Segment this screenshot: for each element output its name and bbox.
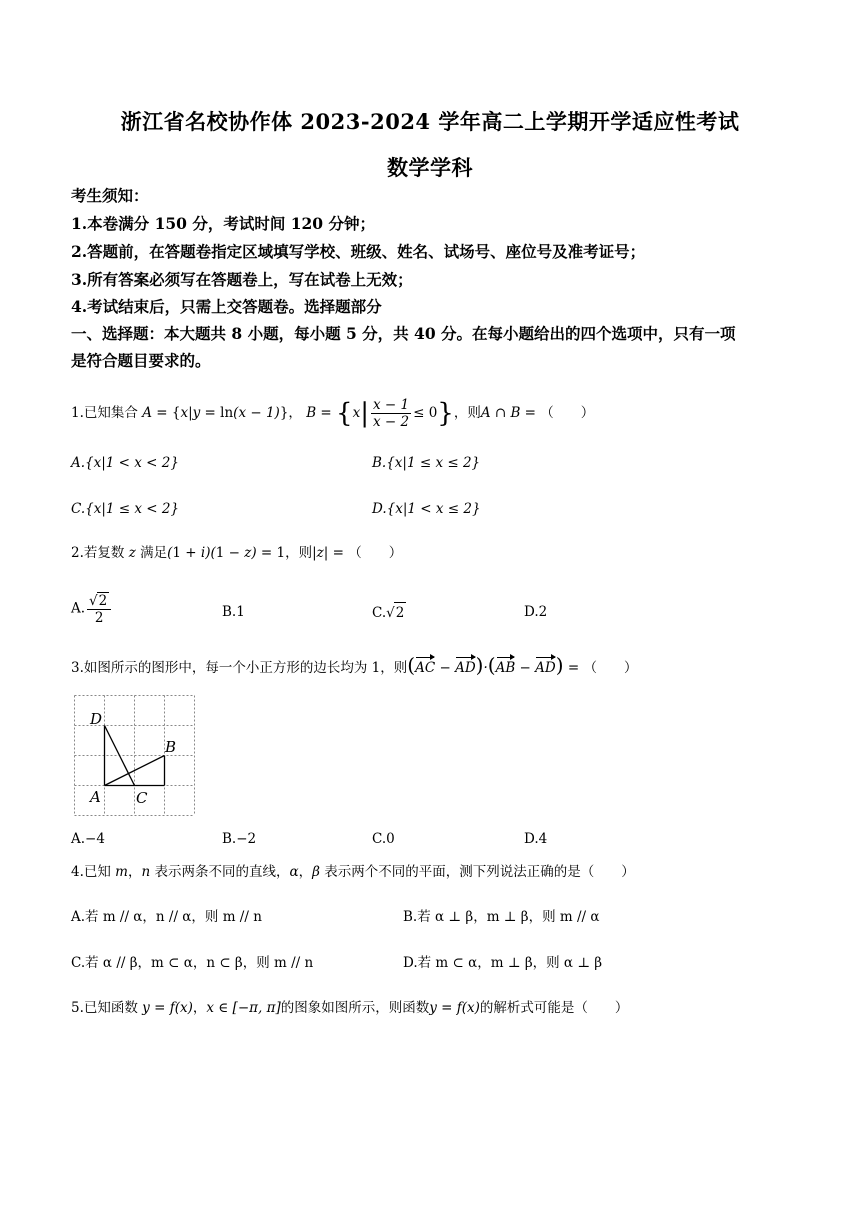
q1-expr: A ∩ B = bbox=[480, 405, 541, 421]
q3-option-b: B.−2 bbox=[222, 831, 257, 847]
q2-equation: (1 + i)(1 − z) = 1 bbox=[167, 545, 286, 561]
q4-stem-rest: 表示两条不同的直线， bbox=[154, 864, 290, 880]
notice-item-2: 2.答题前，在答题卷指定区域填写学校、班级、姓名、试场号、座位号及准考证号； bbox=[71, 242, 646, 261]
section-heading-line1: 一、选择题：本大题共 8 小题，每小题 5 分，共 40 分。在每小题给出的四个选项中，只有一项 bbox=[71, 324, 736, 343]
question-1: 1.已知集合 A = {x|y = ln(x − 1)}， B = {x| $\frac{x - 1}{x - 2}$ ≤ 0}，则A ∩ B = （ ） bbox=[71, 397, 595, 430]
q2-paren: （ ） bbox=[348, 545, 403, 561]
q3-option-a: A.−4 bbox=[71, 831, 105, 847]
q5-suffix: 的解析式可能是（ ） bbox=[479, 1000, 629, 1016]
q4-vars-mn: m bbox=[110, 864, 128, 880]
q2-option-a bbox=[71, 592, 113, 626]
subject-title: 数学学科 bbox=[387, 155, 473, 180]
question-3 bbox=[71, 655, 637, 678]
q2-prefix: 2.若复数 bbox=[71, 545, 125, 561]
q2-option-c-label: C. bbox=[372, 605, 387, 621]
q1-option-b: B.{x|1 ≤ x ≤ 2} bbox=[372, 455, 481, 471]
exam-title: 浙江省名校协作体 2023-2024 学年高二上学期开学适应性考试 bbox=[120, 109, 740, 134]
q5-domain: x ∈ [−π, π] bbox=[206, 1000, 281, 1016]
point-label-a: A bbox=[90, 788, 101, 806]
q1-paren: （ ） bbox=[540, 405, 595, 421]
q1-option-d: D.{x|1 < x ≤ 2} bbox=[372, 501, 481, 517]
q2-mid2: ，则 bbox=[285, 545, 313, 561]
q3-prefix: 3.如图所示的图形中，每一个小正方形的边长均为 1，则 bbox=[71, 660, 408, 676]
q2-option-b: B.1 bbox=[222, 604, 245, 620]
q2-var-z: z bbox=[128, 545, 136, 561]
q3-option-d: D.4 bbox=[524, 831, 548, 847]
point-label-b: B bbox=[165, 738, 177, 756]
section-heading-line2: 是符合题目要求的。 bbox=[71, 351, 211, 370]
q4-plane-beta: β bbox=[312, 864, 325, 880]
point-label-c: C bbox=[136, 789, 148, 807]
q4-stem: 4.已知 bbox=[71, 864, 111, 880]
q4-option-b: B.若 α ⊥ β，m ⊥ β，则 m // α bbox=[403, 909, 600, 925]
point-label-d: D bbox=[90, 710, 103, 728]
question-2 bbox=[71, 543, 402, 563]
q5-prefix: 5.已知函数 bbox=[71, 1000, 138, 1016]
question-5: 5.已知函数 y = f(x)，x ∈ [−π, π]的图象如图所示，则函数y = f(x)的解析式可能是（ ） bbox=[71, 1000, 629, 1016]
q5-function: y = f(x) bbox=[137, 1000, 193, 1016]
q1-suffix: ，则 bbox=[453, 405, 481, 421]
notice-item-4: 4.考试结束后，只需上交答题卷。选择题部分 bbox=[71, 297, 382, 316]
q3-expression: (AC − AD)·(AB − AD) = bbox=[407, 653, 584, 677]
q1-option-c: C.{x|1 ≤ x < 2} bbox=[71, 501, 180, 517]
notice-heading: 考生须知： bbox=[71, 186, 149, 205]
q4-option-c: C.若 α // β，m ⊂ α，n ⊂ β，则 m // n bbox=[71, 955, 314, 971]
q3-paren: （ ） bbox=[583, 660, 638, 676]
q1-option-a: A.{x|1 < x < 2} bbox=[71, 455, 179, 471]
q1-set-a: A = {x|y = ln(x − 1)} bbox=[142, 405, 289, 421]
q2-abs-z: |z| = bbox=[312, 545, 349, 561]
q5-function-2: y = f(x) bbox=[429, 1000, 480, 1016]
question-4: 4.已知 m，n 表示两条不同的直线，α，β 表示两个不同的平面，测下列说法正确的是（ ） bbox=[71, 864, 635, 880]
q1-prefix: 1.已知集合 bbox=[71, 405, 138, 421]
q3-grid-figure bbox=[74, 695, 198, 819]
notice-item-3: 3.所有答案必须写在答题卷上，写在试卷上无效； bbox=[71, 270, 413, 289]
q4-var-n: n bbox=[141, 864, 155, 880]
q5-mid: 的图象如图所示，则函数 bbox=[280, 1000, 430, 1016]
q4-option-d: D.若 m ⊂ α，m ⊥ β，则 α ⊥ β bbox=[403, 955, 603, 971]
q2-mid: 满足 bbox=[140, 545, 168, 561]
q2-option-a-value: $\frac{√2}{2}$ bbox=[87, 592, 111, 626]
q4-stem-rest2: 表示两个不同的平面，测下列说法正确的是（ ） bbox=[324, 864, 635, 880]
q2-option-d: D.2 bbox=[524, 604, 548, 620]
q3-option-c: C.0 bbox=[372, 831, 395, 847]
q1-set-b: B = {x| $\frac{x - 1}{x - 2}$ ≤ 0} bbox=[306, 397, 454, 430]
q2-option-a-label: A. bbox=[71, 600, 86, 617]
q4-option-a: A.若 m // α，n // α，则 m // n bbox=[71, 909, 262, 925]
q2-option-c: C.√2 bbox=[372, 602, 406, 623]
q4-planes: α bbox=[289, 864, 299, 880]
notice-item-1: 1.本卷满分 150 分，考试时间 120 分钟； bbox=[71, 214, 375, 233]
